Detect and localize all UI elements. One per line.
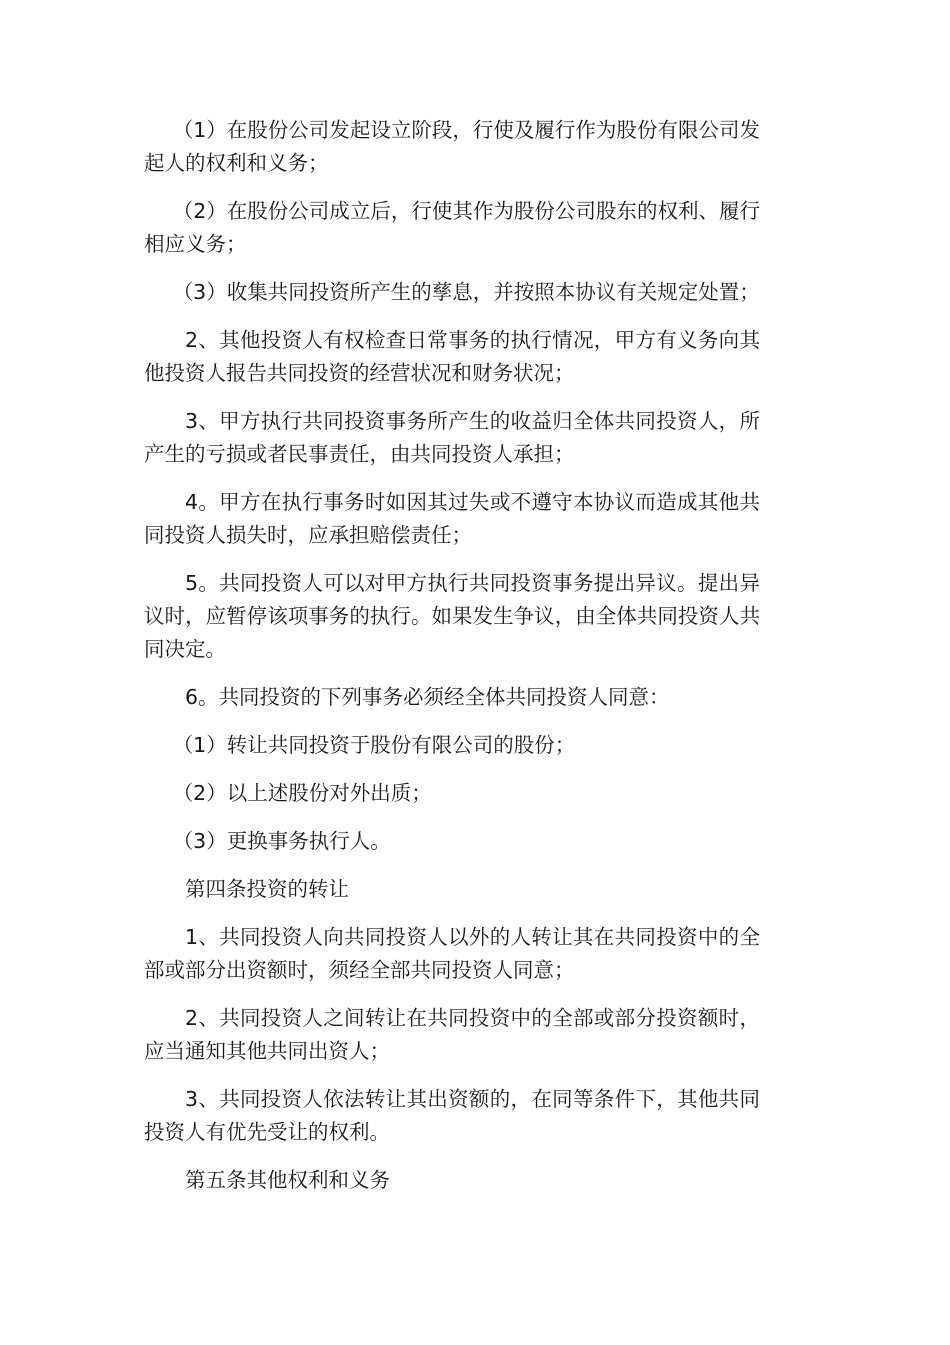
paragraph: （2）以上述股份对外出质； bbox=[172, 781, 432, 805]
paragraph: （1）在股份公司发起设立阶段，行使及履行作为股份有限公司发起人的权利和义务； bbox=[144, 118, 760, 175]
paragraph: （3）更换事务执行人。 bbox=[172, 829, 391, 853]
section-heading: 第四条投资的转让 bbox=[185, 877, 349, 901]
paragraph: （2）在股份公司成立后，行使其作为股份公司股东的权利、履行相应义务； bbox=[144, 199, 760, 256]
paragraph: 6。共同投资的下列事务必须经全体共同投资人同意： bbox=[185, 685, 670, 709]
paragraph: 2、共同投资人之间转让在共同投资中的全部或部分投资额时，应当通知其他共同出资人； bbox=[144, 1006, 760, 1063]
paragraph: 1、共同投资人向共同投资人以外的人转让其在共同投资中的全部或部分出资额时，须经全部共同投资人同意； bbox=[144, 925, 760, 982]
paragraph: （3）收集共同投资所产生的孳息，并按照本协议有关规定处置； bbox=[172, 280, 760, 304]
paragraph: 3、甲方执行共同投资事务所产生的收益归全体共同投资人，所产生的亏损或者民事责任，由共同投资人承担； bbox=[144, 409, 760, 466]
paragraph: 3、共同投资人依法转让其出资额的，在同等条件下，其他共同投资人有优先受让的权利。 bbox=[144, 1087, 760, 1144]
document-body bbox=[144, 114, 760, 1212]
paragraph: （1）转让共同投资于股份有限公司的股份； bbox=[172, 733, 576, 757]
paragraph: 2、其他投资人有权检查日常事务的执行情况，甲方有义务向其他投资人报告共同投资的经营状况和财务状况； bbox=[144, 328, 760, 385]
section-heading: 第五条其他权利和义务 bbox=[185, 1168, 390, 1192]
paragraph: 4。甲方在执行事务时如因其过失或不遵守本协议而造成其他共同投资人损失时，应承担赔偿责任； bbox=[144, 490, 760, 547]
paragraph: 5。共同投资人可以对甲方执行共同投资事务提出异议。提出异议时，应暂停该项事务的执行。如果发生争议，由全体共同投资人共同决定。 bbox=[144, 571, 760, 661]
